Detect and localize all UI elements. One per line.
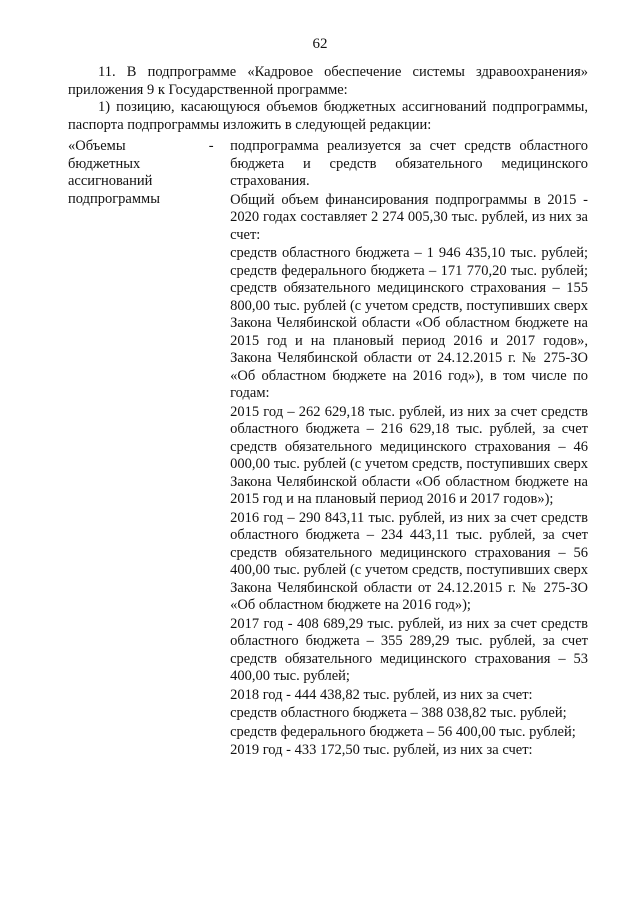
- content-paragraph: средств областного бюджета – 388 038,82 тыс. рублей;: [230, 705, 567, 721]
- intro-paragraph-2: 1) позицию, касающуюся объемов бюджетных ассигнований подпрограммы, паспорта подпрограммы изложить в следующей редакции:: [68, 99, 588, 133]
- content-paragraph: 2019 год - 433 172,50 тыс. рублей, из них за счет:: [230, 742, 533, 758]
- intro-paragraph-1: 11. В подпрограмме «Кадровое обеспечение системы здравоохранения» приложения 9 к Государственной программе:: [68, 64, 588, 98]
- page-number: 62: [312, 36, 328, 52]
- content-paragraph: Общий объем финансирования подпрограммы в 2015 - 2020 годах составляет 2 274 005,30 тыс. рублей, из них за счет:: [230, 191, 588, 243]
- content-paragraph: 2016 год – 290 843,11 тыс. рублей, из них за счет средств областного бюджета – 234 443,11 тыс. рублей, за счет средств обязательного медицинского страхования – 56 400,00 тыс. рублей (с учетом средств, поступивших сверх Закона Челябинской области от 24.12.2015 г. № 275-ЗО «Об областном бюджете на 2016 год»);: [230, 509, 588, 613]
- content-paragraph: средств федерального бюджета – 56 400,00 тыс. рублей;: [230, 723, 576, 740]
- content-paragraph: 2017 год - 408 689,29 тыс. рублей, из них за счет средств областного бюджета – 355 289,29 тыс. рублей, за счет средств обязательного медицинского страхования – 53 400,00 тыс. рублей;: [230, 615, 588, 684]
- content-paragraph: 2015 год – 262 629,18 тыс. рублей, из них за счет средств областного бюджета – 216 629,18 тыс. рублей, за счет средств обязательного медицинского страхования – 46 000,00 тыс. рублей (с учетом средств, поступивших сверх Закона Челябинской области «Об областном бюджете на 2015 год и на плановый период 2016 и 2017 годов»);: [230, 403, 588, 507]
- position-title-line: бюджетных: [68, 155, 141, 172]
- position-title: [68, 138, 202, 761]
- separator-dash: -: [208, 138, 214, 154]
- content-paragraph: 2018 год - 444 438,82 тыс. рублей, из них за счет:: [230, 686, 533, 703]
- position-title-line: «Объемы: [68, 138, 126, 154]
- content-paragraph: средств областного бюджета – 1 946 435,10 тыс. рублей; средств федерального бюджета – 171 770,20 тыс. рублей; средств обязательного медицинского страхования – 155 800,00 тыс. рублей (с учетом средств, поступивших сверх Закона Челябинской области «Об областном бюджете на 2015 год и на плановый период 2016 и 2017 годов», Закона Челябинской области от 24.12.2015 г. № 275-ЗО «Об областном бюджете на 2016 год»), в том числе по годам:: [230, 245, 588, 401]
- budget-table: [68, 138, 588, 761]
- content-paragraph: подпрограмма реализуется за счет средств областного бюджета и средств обязательного медицинского страхования.: [230, 138, 588, 189]
- intro-text: [68, 64, 588, 134]
- position-content: [230, 138, 588, 761]
- position-title-line: ассигнований: [68, 173, 153, 189]
- position-title-line: подпрограммы: [68, 190, 160, 207]
